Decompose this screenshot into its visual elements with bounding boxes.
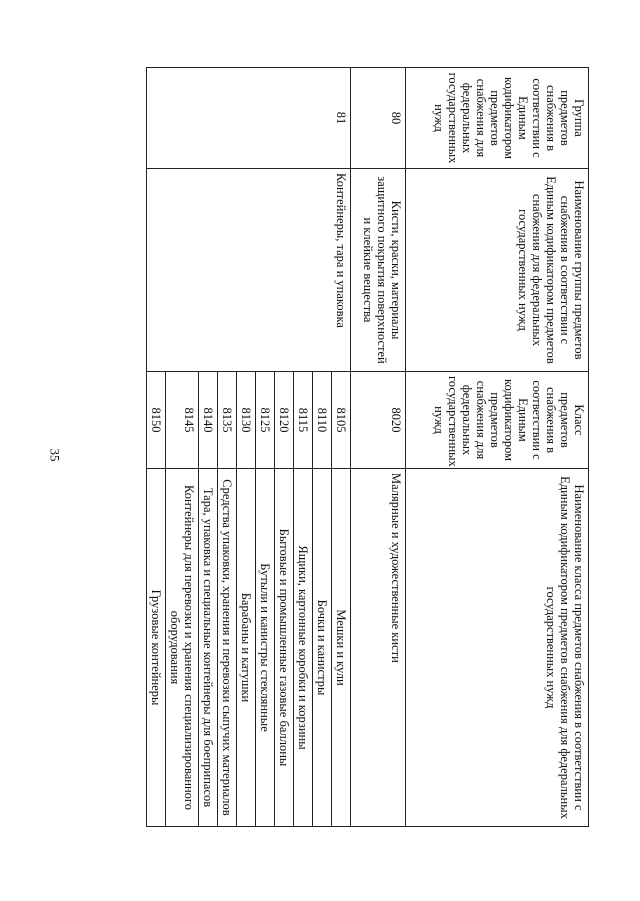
header-class-name: Наименование класса предметов снабжения в соответствии с Единым кодификатором предметов снабжения для федеральных государственных нужд: [406, 469, 589, 827]
class-name-cell: Бочки и канистры: [313, 469, 332, 827]
header-group-code: Группа предметов снабжения в соответствии с Единым кодификатором предметов снабжения для федеральных государственных нужд: [406, 68, 589, 169]
class-code-cell: 8145: [166, 372, 199, 469]
class-name-cell: Мешки и кули: [332, 469, 351, 827]
class-name-cell: Ящики, картонные коробки и корзины: [294, 469, 313, 827]
group-code-cell: 81: [147, 68, 351, 169]
class-code-cell: 8115: [294, 372, 313, 469]
group-name-cell: Контейнеры, тара и упаковка: [147, 169, 351, 372]
rotated-page-content: [84, 67, 589, 827]
class-name-cell: Бытовые и промышленные газовые баллоны: [275, 469, 294, 827]
table-row: [332, 68, 351, 827]
class-code-cell: 8110: [313, 372, 332, 469]
class-name-cell: Тара, упаковка и специальные контейнеры для боеприпасов: [199, 469, 218, 827]
group-name-cell: Кисти, краски, материалы защитного покрытия поверхностей и клейкие вещества: [351, 169, 406, 372]
header-group-name: Наименование группы предметов снабжения в соответствии с Единым кодификатором предметов снабжения для федеральных государственных нужд: [406, 169, 589, 372]
supply-classes-table: [146, 67, 589, 827]
header-class-code: Класс предметов снабжения в соответствии с Единым кодификатором предметов снабжения для федеральных государственных нужд: [406, 372, 589, 469]
class-name-cell: Контейнеры для перевозки и хранения специализированного оборудования: [166, 469, 199, 827]
class-code-cell: 8140: [199, 372, 218, 469]
class-code-cell: 8120: [275, 372, 294, 469]
class-name-cell: Бутыли и канистры стеклянные: [256, 469, 275, 827]
class-code-cell: 8130: [237, 372, 256, 469]
class-name-cell: Малярные и художественные кисти: [351, 469, 406, 827]
class-code-cell: 8150: [147, 372, 166, 469]
class-code-cell: 8135: [218, 372, 237, 469]
class-code-cell: 8125: [256, 372, 275, 469]
class-name-cell: Средства упаковки, хранения и перевозки сыпучих материалов: [218, 469, 237, 827]
table-row: [351, 68, 406, 827]
table-header-row: [406, 68, 589, 827]
class-name-cell: Грузовые контейнеры: [147, 469, 166, 827]
group-code-cell: 80: [351, 68, 406, 169]
class-code-cell: 8105: [332, 372, 351, 469]
class-code-cell: 8020: [351, 372, 406, 469]
class-name-cell: Барабаны и катушки: [237, 469, 256, 827]
page-number: 35: [47, 448, 63, 462]
